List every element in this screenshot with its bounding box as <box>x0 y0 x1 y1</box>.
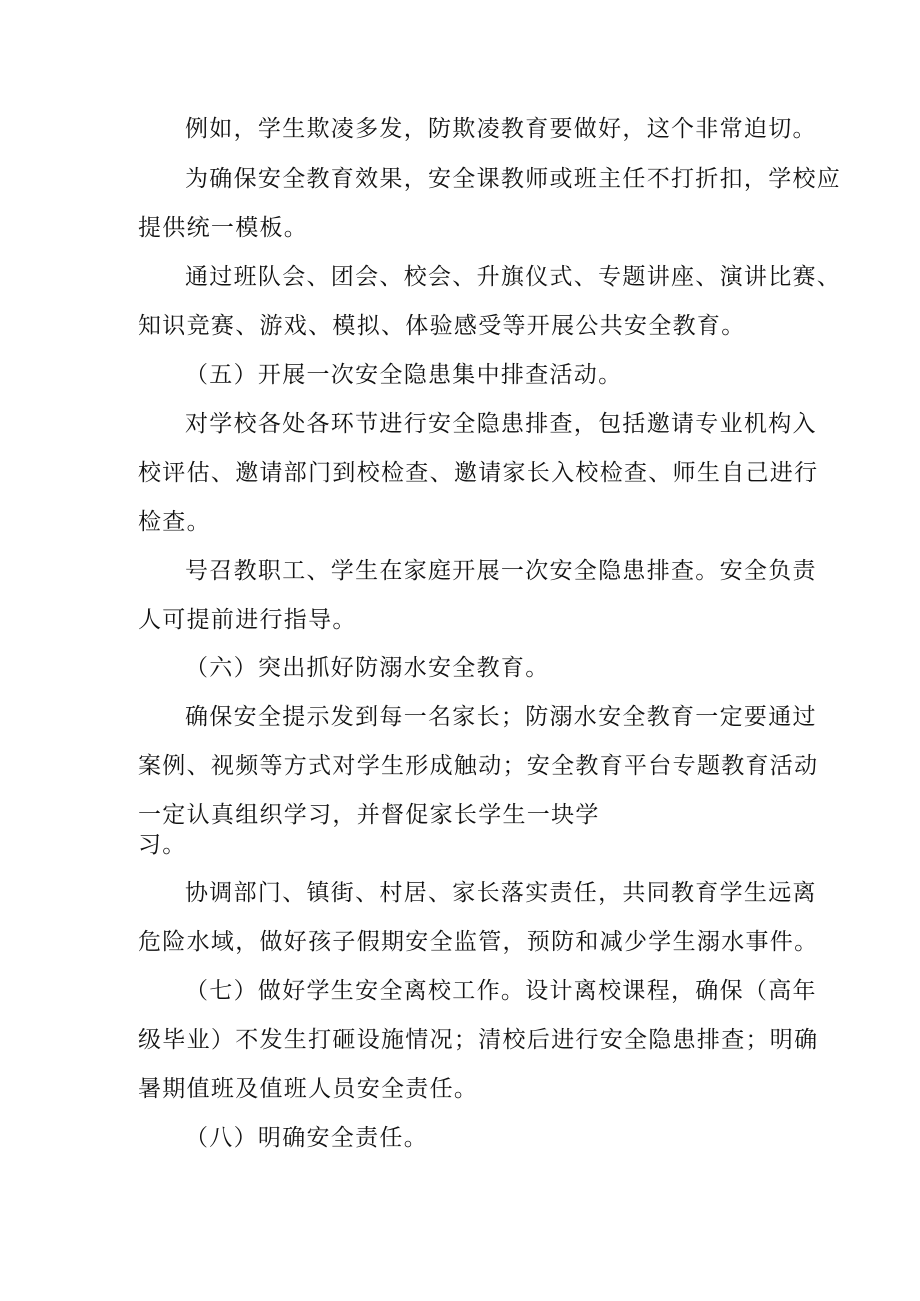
paragraph-line: 危险水域，做好孩子假期安全监管，预防和减少学生溺水事件。 <box>138 929 819 955</box>
paragraph-line: 习。 <box>138 832 187 858</box>
paragraph-line: 确保安全提示发到每一名家长；防溺水安全教育一定要通过 <box>185 704 817 730</box>
paragraph-line: 校评估、邀请部门到校检查、邀请家长入校检查、师生自己进行 <box>138 460 819 486</box>
paragraph-line: 协调部门、镇街、村居、家长落实责任，共同教育学生远离 <box>185 880 817 906</box>
paragraph-line: 号召教职工、学生在家庭开展一次安全隐患排查。安全负责 <box>185 558 817 584</box>
section-heading-8: （八）明确安全责任。 <box>185 1125 428 1151</box>
paragraph-line: 案例、视频等方式对学生形成触动；安全教育平台专题教育活动 <box>138 753 819 779</box>
paragraph-line: 检查。 <box>138 509 211 535</box>
paragraph-line: 对学校各处各环节进行安全隐患排查，包括邀请专业机构入 <box>185 411 817 437</box>
paragraph-line: 暑期值班及值班人员安全责任。 <box>138 1076 479 1102</box>
section-heading-7: （七）做好学生安全离校工作。设计离校课程，确保（高年 <box>185 978 817 1004</box>
paragraph-line: 通过班队会、团会、校会、升旗仪式、专题讲座、演讲比赛、 <box>185 264 842 290</box>
section-heading-6: （六）突出抓好防溺水安全教育。 <box>185 655 550 681</box>
paragraph-line: 知识竞赛、游戏、模拟、体验感受等开展公共安全教育。 <box>138 313 746 339</box>
paragraph-line: 提供统一模板。 <box>138 215 309 241</box>
paragraph-line: 为确保安全教育效果，安全课教师或班主任不打折扣，学校应 <box>185 166 842 192</box>
paragraph-line: 一定认真组织学习，并督促家长学生一块学 <box>138 802 600 828</box>
paragraph-line: 人可提前进行指导。 <box>138 607 357 633</box>
paragraph-line: 例如，学生欺凌多发，防欺凌教育要做好，这个非常迫切。 <box>185 116 817 142</box>
section-heading-5: （五）开展一次安全隐患集中排查活动。 <box>185 362 623 388</box>
paragraph-line: 级毕业）不发生打砸设施情况；清校后进行安全隐患排查；明确 <box>138 1027 819 1053</box>
